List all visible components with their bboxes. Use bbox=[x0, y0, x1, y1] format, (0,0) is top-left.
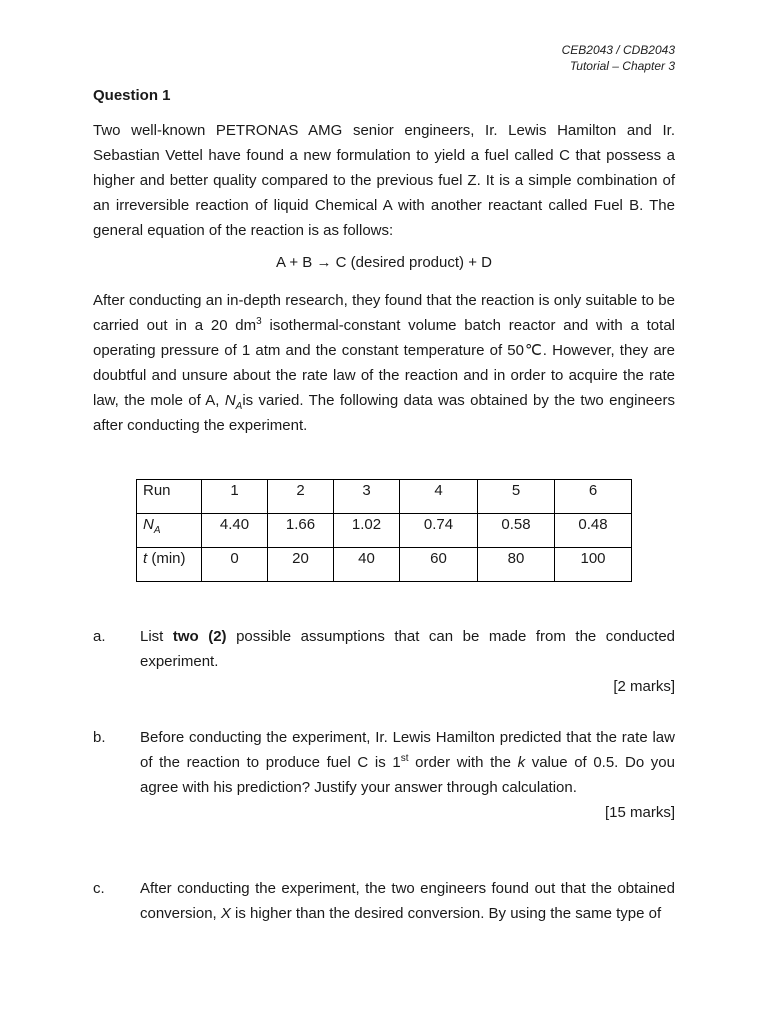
table-cell: 100 bbox=[555, 548, 632, 582]
part-b bbox=[93, 725, 675, 825]
na-subscript: A bbox=[235, 401, 243, 412]
part-c-label: c. bbox=[93, 880, 105, 897]
table-cell: 4.40 bbox=[202, 514, 268, 548]
na-variable: N bbox=[224, 392, 236, 409]
page-header bbox=[562, 42, 675, 74]
table-cell: 1.02 bbox=[334, 514, 400, 548]
part-a-bold: two (2) bbox=[172, 628, 227, 645]
table-cell: 4 bbox=[400, 480, 478, 514]
na-label: N bbox=[143, 516, 154, 533]
tutorial-chapter: Tutorial – Chapter 3 bbox=[569, 59, 675, 73]
table-row-na bbox=[137, 514, 632, 548]
part-a-text-2: possible assumptions that can be made from the conducted experiment. bbox=[140, 628, 676, 670]
na-label-sub: A bbox=[153, 525, 161, 536]
part-a-label: a. bbox=[93, 628, 106, 645]
t-label: t bbox=[143, 550, 148, 567]
table-cell: 1 bbox=[202, 480, 268, 514]
intro-paragraph: Two well-known PETRONAS AMG senior engineers, Ir. Lewis Hamilton and Ir. Sebastian Vettel have found a new formulation to yield a fuel called C that possess a higher and better quality compared to the previous fuel Z. It is a simple combination of an irreversible reaction of liquid Chemical A with another reactant called Fuel B. The general equation of the reaction is as follows: bbox=[93, 122, 675, 239]
table-cell: 0.48 bbox=[555, 514, 632, 548]
part-a bbox=[93, 624, 675, 699]
row-header-time bbox=[137, 548, 202, 582]
table-cell: 3 bbox=[334, 480, 400, 514]
part-b-text-2: order with the bbox=[408, 754, 518, 771]
part-b-label: b. bbox=[93, 729, 106, 746]
part-b-body bbox=[140, 725, 675, 800]
table-cell: 40 bbox=[334, 548, 400, 582]
table-cell: 1.66 bbox=[268, 514, 334, 548]
conditions-text-3: is varied. The following data was obtained by the two engineers after conducting the experiment. bbox=[93, 392, 675, 434]
part-c-text-2: is higher than the desired conversion. By using the same type of bbox=[230, 905, 662, 922]
conditions-text-1: After conducting an in-depth research, they found that the reaction is only suitable to be carried out in a 20 dm bbox=[93, 292, 675, 334]
table-cell: 60 bbox=[400, 548, 478, 582]
conditions-text-2: isothermal-constant volume batch reactor and with a total operating pressure of 1 atm and the constant temperature of 50℃. However, they are doubtful and unsure about the rate law of the reaction and in order to acquire the rate law, the mole of A, bbox=[93, 317, 675, 409]
table-cell: 20 bbox=[268, 548, 334, 582]
conditions-paragraph bbox=[93, 288, 675, 438]
part-a-marks: [2 marks] bbox=[613, 678, 675, 695]
table-cell: 0.58 bbox=[478, 514, 555, 548]
part-b-text-1: Before conducting the experiment, Ir. Lewis Hamilton predicted that the rate law of the reaction to produce fuel C is 1 bbox=[140, 729, 675, 771]
table-cell: 5 bbox=[478, 480, 555, 514]
part-a-text-1: List bbox=[140, 628, 173, 645]
table-cell: 0.74 bbox=[400, 514, 478, 548]
t-label-unit: (min) bbox=[147, 550, 186, 567]
row-header-run: Run bbox=[137, 480, 202, 514]
table-cell: 6 bbox=[555, 480, 632, 514]
part-c bbox=[93, 876, 675, 926]
table-cell: 80 bbox=[478, 548, 555, 582]
x-variable: X bbox=[220, 905, 231, 922]
part-b-marks: [15 marks] bbox=[604, 804, 675, 821]
reaction-equation: A + B → C (desired product) + D bbox=[276, 254, 492, 271]
table-cell: 2 bbox=[268, 480, 334, 514]
experiment-data-table bbox=[136, 479, 632, 582]
k-variable: k bbox=[517, 754, 526, 771]
table-cell: 0 bbox=[202, 548, 268, 582]
table-row-run bbox=[137, 480, 632, 514]
part-b-text-3: value of 0.5. Do you agree with his prediction? Justify your answer through calculation. bbox=[140, 754, 675, 796]
question-title: Question 1 bbox=[93, 87, 171, 104]
dm-exponent: 3 bbox=[256, 316, 262, 327]
part-a-body bbox=[140, 624, 675, 674]
table-row-time bbox=[137, 548, 632, 582]
part-c-body bbox=[140, 876, 675, 926]
course-code: CEB2043 / CDB2043 bbox=[561, 43, 675, 57]
row-header-na bbox=[137, 514, 202, 548]
part-c-text-1: After conducting the experiment, the two engineers found out that the obtained conversion, bbox=[140, 880, 675, 922]
part-b-ordinal: st bbox=[400, 753, 409, 764]
